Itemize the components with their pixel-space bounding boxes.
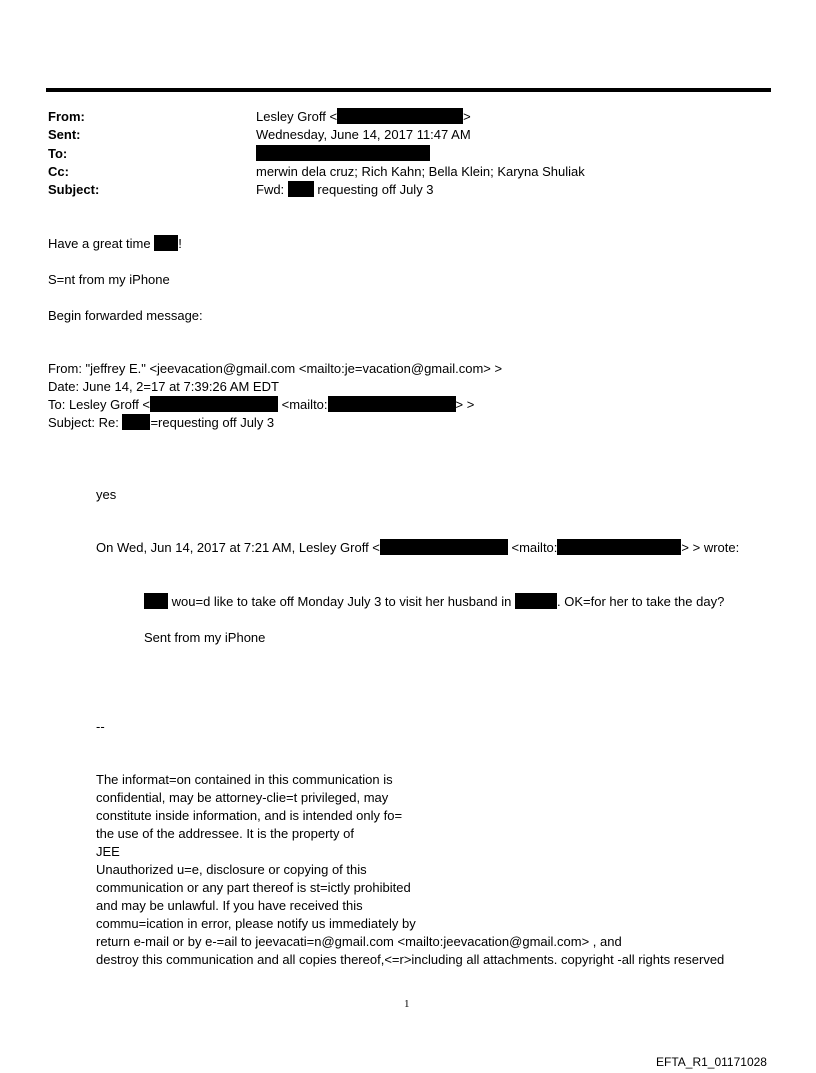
reply-yes: yes — [96, 487, 117, 502]
on-wed-text: On Wed, Jun 14, 2017 at 7:21 AM, Lesley Groff < — [96, 540, 380, 555]
on-wed-close: > > wrote: — [681, 540, 740, 555]
from-name: Lesley Groff < — [256, 109, 338, 124]
quoted-request-text: wou=d like to take off Monday July 3 to visit her husband in — [171, 594, 512, 609]
redaction-box — [150, 396, 278, 412]
greeting-line — [48, 235, 182, 252]
sent-value: Wednesday, June 14, 2017 11:47 AM — [256, 127, 471, 142]
disclaimer-line: the use of the addressee. It is the property of — [96, 826, 354, 841]
disclaimer-line: commu=ication in error, please notify us immediately by — [96, 916, 416, 931]
redaction-box — [122, 414, 150, 430]
disclaimer-line: confidential, may be attorney-clie=t privileged, may — [96, 790, 389, 805]
fwd-to-mailto: <mailto: — [281, 397, 328, 412]
on-wed-mailto: <mailto: — [511, 540, 558, 555]
disclaimer-line: JEE — [96, 844, 120, 859]
subject-prefix: Fwd: — [256, 182, 285, 197]
sent-label: Sent: — [48, 127, 81, 142]
quoted-sent-from: Sent from my iPhone — [144, 630, 266, 645]
redaction-box — [328, 396, 456, 412]
redaction-box — [144, 593, 168, 609]
begin-forwarded: Begin forwarded message: — [48, 308, 203, 323]
redaction-box — [380, 539, 508, 555]
signature-dashes: -- — [96, 719, 105, 734]
greeting-text: Have a great time — [48, 236, 151, 251]
page-number: 1 — [404, 998, 410, 1010]
fwd-to-text: To: Lesley Groff < — [48, 397, 151, 412]
cc-value: merwin dela cruz; Rich Kahn; Bella Klein; Karyna Shuliak — [256, 164, 585, 179]
fwd-to-close: > > — [455, 397, 475, 412]
redaction-box — [288, 181, 314, 197]
top-rule — [46, 88, 771, 92]
redaction-box — [337, 108, 463, 124]
redaction-box — [154, 235, 178, 251]
bates-number: EFTA_R1_01171028 — [656, 1055, 767, 1069]
from-label: From: — [48, 109, 85, 124]
greeting-exclamation: ! — [178, 236, 182, 251]
from-value — [256, 108, 471, 125]
disclaimer-line: return e-mail or by e-=ail to jeevacati=n@gmail.com <mailto:jeevacation@gmail.com> , and — [96, 934, 622, 949]
subject-rest: requesting off July 3 — [317, 182, 434, 197]
disclaimer-line: communication or any part thereof is st=ictly prohibited — [96, 880, 411, 895]
to-label: To: — [48, 146, 68, 161]
disclaimer-line: destroy this communication and all copies thereof,<=r>including all attachments. copyright -all rights reserved — [96, 952, 725, 967]
fwd-from-line: From: "jeffrey E." <jeevacation@gmail.com <mailto:je=vacation@gmail.com> > — [48, 361, 503, 376]
disclaimer-line: constitute inside information, and is intended only fo= — [96, 808, 403, 823]
fwd-subject-pre: Subject: Re: — [48, 415, 119, 430]
disclaimer-line: and may be unlawful. If you have received this — [96, 898, 363, 913]
fwd-date-line: Date: June 14, 2=17 at 7:39:26 AM EDT — [48, 379, 279, 394]
sent-from-iphone: S=nt from my iPhone — [48, 272, 170, 287]
to-value — [256, 145, 430, 162]
redaction-box — [557, 539, 681, 555]
fwd-subject-line — [48, 414, 274, 431]
cc-label: Cc: — [48, 164, 69, 179]
on-wed-line — [96, 539, 739, 556]
from-close: > — [463, 109, 471, 124]
disclaimer-line: Unauthorized u=e, disclosure or copying of this — [96, 862, 367, 877]
quoted-request-line — [144, 593, 724, 610]
disclaimer-line: The informat=on contained in this communication is — [96, 772, 393, 787]
redaction-box — [515, 593, 557, 609]
quoted-request-end: . OK=for her to take the day? — [557, 594, 725, 609]
fwd-subject-post: =requesting off July 3 — [150, 415, 275, 430]
subject-value — [256, 181, 434, 198]
fwd-to-line — [48, 396, 474, 413]
redaction-box — [256, 145, 430, 161]
subject-label: Subject: — [48, 182, 100, 197]
